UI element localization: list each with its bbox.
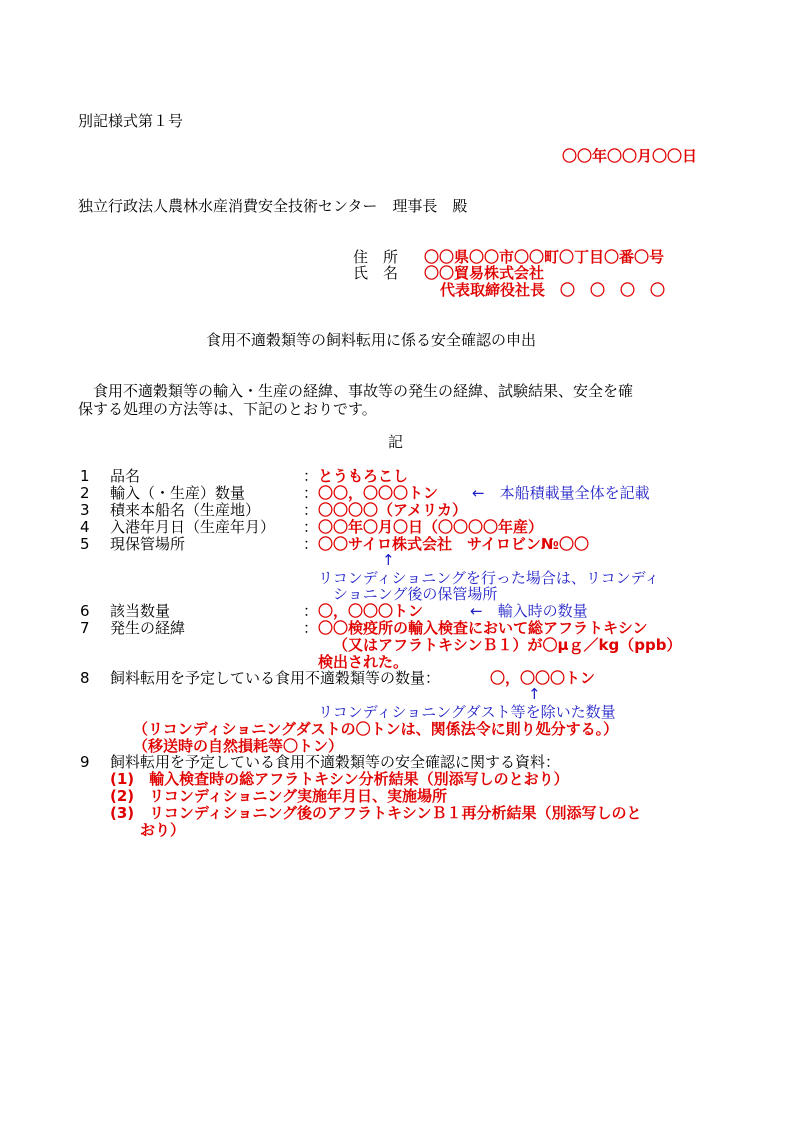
item-value-line-3: 検出された。 xyxy=(318,653,409,671)
item-3 xyxy=(0,501,794,519)
item-value: 〇〇，〇〇〇トン xyxy=(318,484,439,502)
item-value: 〇〇年〇月〇日（〇〇〇〇年産） xyxy=(318,518,544,536)
item-8 xyxy=(0,669,794,759)
item-number: 6 xyxy=(80,602,90,620)
item-extra-2: （移送時の自然損耗等〇トン） xyxy=(133,737,344,755)
addressee: 独立行政法人農林水産消費安全技術センター 理事長 殿 xyxy=(78,197,468,215)
name-value: 〇〇貿易株式会社 xyxy=(424,264,545,282)
intro-line-1: 食用不適穀類等の輸入・生産の経緯、事故等の発生の経緯、試験結果、安全を確 xyxy=(78,382,634,400)
item-value: 〇〇〇〇（アメリカ） xyxy=(318,501,467,519)
colon: ： xyxy=(303,602,319,620)
item-value: 〇，〇〇〇トン xyxy=(490,669,596,687)
item-sub-3-line-2: おり） xyxy=(140,821,186,839)
colon: ： xyxy=(303,535,319,553)
item-label: 発生の経緯 xyxy=(110,619,186,637)
item-6 xyxy=(0,602,794,620)
item-9 xyxy=(0,753,794,843)
colon: ： xyxy=(303,484,319,502)
representative: 代表取締役社長 〇 〇 〇 〇 xyxy=(440,281,666,299)
item-label: 飼料転用を予定している食用不適穀類等の安全確認に関する資料： xyxy=(110,753,561,771)
date: 〇〇年〇〇月〇〇日 xyxy=(562,147,698,165)
item-sub-1: (1) 輸入検査時の総アフラトキシン分析結果（別添写しのとおり） xyxy=(110,770,569,788)
address-label: 住 所 xyxy=(353,248,399,266)
item-note: ← 本船積載量全体を記載 xyxy=(472,484,650,502)
item-number: 4 xyxy=(80,518,90,536)
item-label: 該当数量 xyxy=(110,602,171,620)
item-number: 8 xyxy=(80,669,90,687)
item-sub-2: (2) リコンディショニング実施年月日、実施場所 xyxy=(110,787,448,805)
colon: ： xyxy=(303,518,319,536)
address-value: 〇〇県〇〇市〇〇町〇丁目〇番〇号 xyxy=(424,248,665,266)
colon: ： xyxy=(303,501,319,519)
item-label: 現保管場所 xyxy=(110,535,186,553)
item-value: 〇，〇〇〇トン xyxy=(318,602,424,620)
item-note-line-2: ショニング後の保管場所 xyxy=(333,585,498,603)
item-1 xyxy=(0,467,794,485)
item-value: 〇〇サイロ株式会社 サイロビン№〇〇 xyxy=(318,535,589,553)
item-extra-1: （リコンディショニングダストの〇トンは、関係法令に則り処分する。） xyxy=(133,720,619,738)
item-label: 入港年月日（生産年月） xyxy=(110,518,276,536)
item-note: リコンディショニングダスト等を除いた数量 xyxy=(318,703,616,721)
item-number: 9 xyxy=(80,753,90,771)
intro-line-2: 保する処理の方法等は、下記のとおりです。 xyxy=(78,400,377,418)
ki-heading: 記 xyxy=(388,433,404,451)
item-value-line-2: （又はアフラトキシンＢ１）が〇μｇ／kg（ppb） xyxy=(333,636,682,654)
item-7 xyxy=(0,619,794,673)
colon: ： xyxy=(303,467,319,485)
item-number: 7 xyxy=(80,619,90,637)
up-arrow: ↑ xyxy=(528,685,541,703)
item-label: 飼料転用を予定している食用不適穀類等の数量： xyxy=(110,669,441,687)
item-number: 3 xyxy=(80,501,90,519)
item-4 xyxy=(0,518,794,536)
item-label: 品名 xyxy=(110,467,141,485)
item-number: 5 xyxy=(80,535,90,553)
item-label: 輸入（・生産）数量 xyxy=(110,484,246,502)
item-note: ← 輸入時の数量 xyxy=(470,602,588,620)
item-value-line-1: 〇〇検疫所の輸入検査において総アフラトキシン xyxy=(318,619,648,637)
item-2 xyxy=(0,484,794,502)
item-number: 1 xyxy=(80,467,90,485)
up-arrow: ↑ xyxy=(382,551,395,569)
item-number: 2 xyxy=(80,484,90,502)
name-label: 氏 名 xyxy=(353,264,399,282)
item-label: 積来本船名（生産地） xyxy=(110,501,261,519)
item-sub-3-line-1: (3) リコンディショニング後のアフラトキシンＢ１再分析結果（別添写しのと xyxy=(110,804,642,822)
form-id: 別記様式第１号 xyxy=(78,112,184,130)
item-note-line-1: リコンディショニングを行った場合は、リコンディ xyxy=(318,569,660,587)
colon: ： xyxy=(303,619,319,637)
document-title: 食用不適穀類等の飼料転用に係る安全確認の申出 xyxy=(206,331,537,349)
item-value: とうもろこし xyxy=(318,467,409,485)
item-5 xyxy=(0,535,794,605)
